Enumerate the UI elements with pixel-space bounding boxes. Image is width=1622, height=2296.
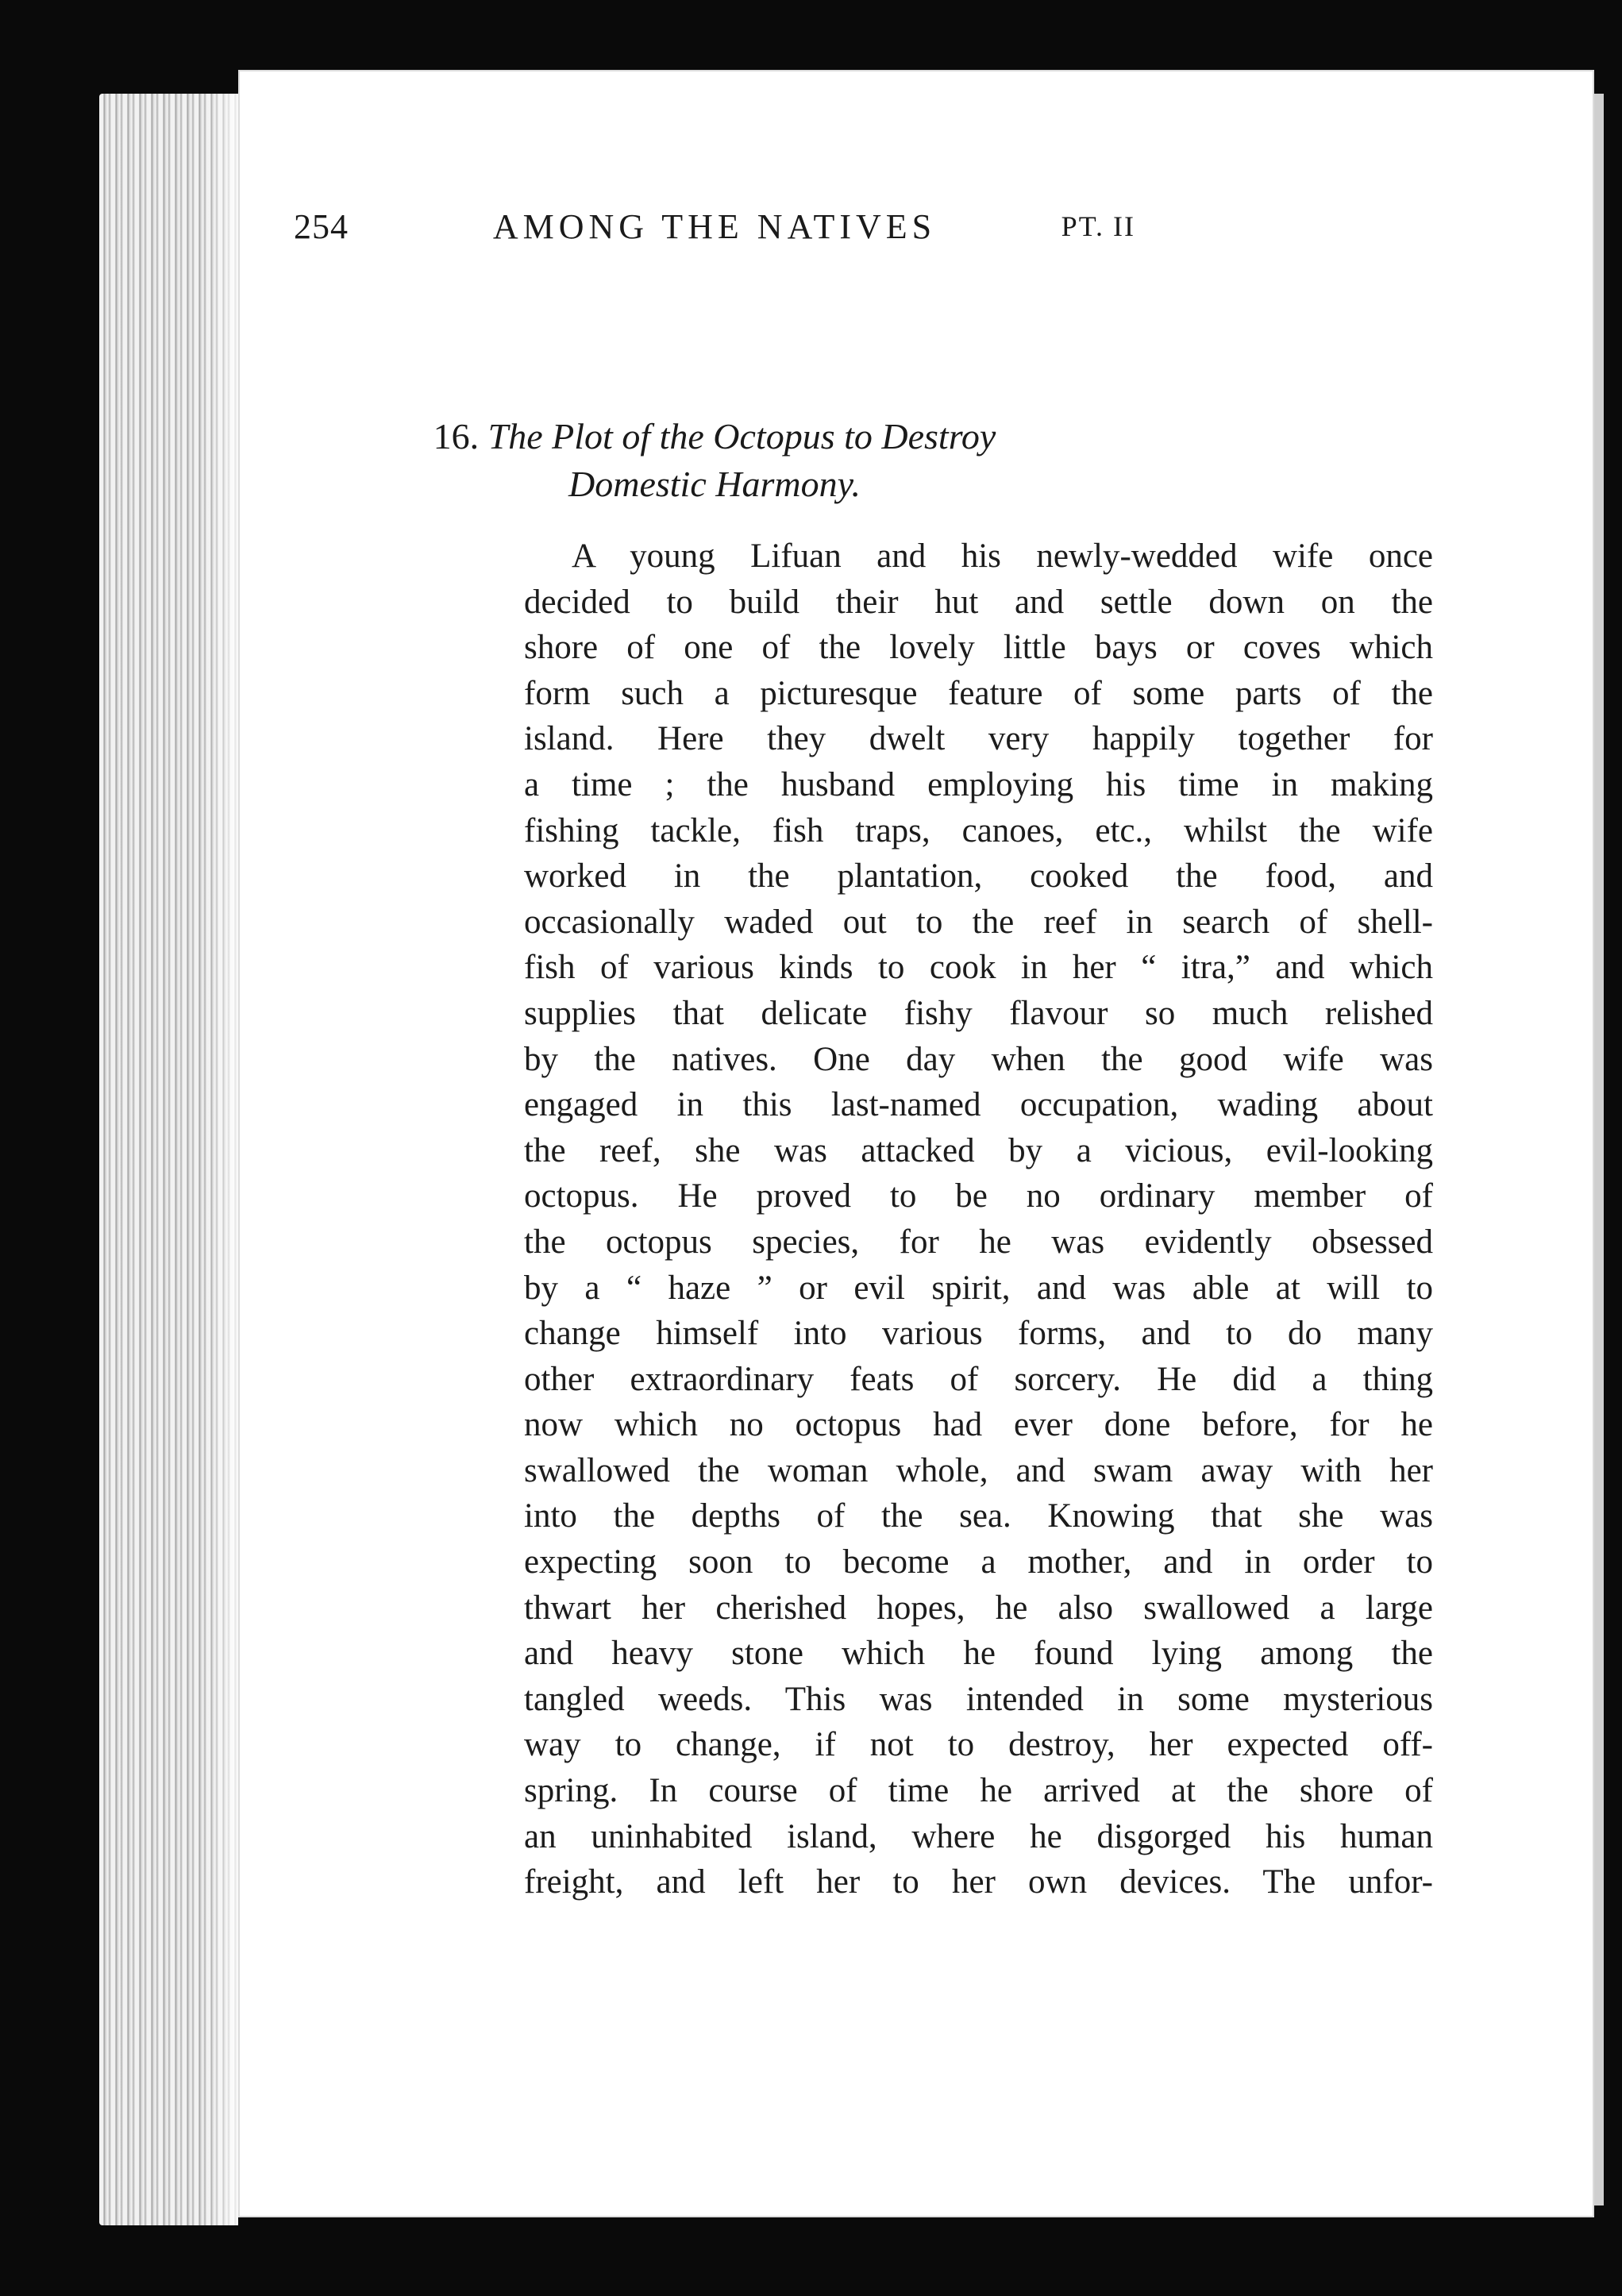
section-heading-line-1 [294, 413, 1135, 460]
text-line: freight, and left her to her own devices. The unfor- [524, 1863, 1433, 1901]
text-line: the octopus species, for he was evidently obsessed [524, 1223, 1433, 1261]
text-line: A young Lifuan and his newly-wedded wife once [572, 537, 1433, 575]
text-line: occasionally waded out to the reef in search of shell- [524, 903, 1433, 941]
text-line: form such a picturesque feature of some parts of the [524, 674, 1433, 712]
text-line: swallowed the woman whole, and swam away with her [524, 1451, 1433, 1489]
section-heading-line-2 [294, 460, 1135, 508]
text-line: octopus. He proved to be no ordinary member of [524, 1177, 1433, 1215]
text-line: engaged in this last-named occupation, wading about [524, 1086, 1433, 1124]
part-label: PT. II [1061, 210, 1135, 242]
page-number: 254 [294, 207, 349, 246]
text-line: spring. In course of time he arrived at the shore of [524, 1772, 1433, 1810]
book-page-edges [99, 94, 238, 2225]
text-line: fish of various kinds to cook in her “ itra,” and which [524, 949, 1433, 987]
text-line: tangled weeds. This was intended in some mysterious [524, 1680, 1433, 1718]
text-line: the reef, she was attacked by a vicious, evil-looking [524, 1131, 1433, 1169]
body-paragraph [524, 534, 1433, 1905]
page-gutter-edge [1594, 94, 1604, 2205]
text-line: supplies that delicate fishy flavour so much relished [524, 994, 1433, 1032]
text-line: into the depths of the sea. Knowing that she was [524, 1497, 1433, 1535]
text-line: shore of one of the lovely little bays or coves which [524, 629, 1433, 667]
text-line: fishing tackle, fish traps, canoes, etc., whilst the wife [524, 811, 1433, 849]
running-title: AMONG THE NATIVES [492, 207, 937, 246]
section-number: 16. [433, 416, 480, 457]
section-title-part-1: The Plot of the Octopus to Destroy [487, 416, 996, 457]
running-head [294, 206, 1135, 270]
text-line: worked in the plantation, cooked the food, and [524, 857, 1433, 896]
text-line: decided to build their hut and settle down on the [524, 583, 1433, 621]
text-line: way to change, if not to destroy, her expected off- [524, 1726, 1433, 1764]
section-title-part-2: Domestic Harmony. [568, 464, 861, 504]
text-line: island. Here they dwelt very happily together for [524, 720, 1433, 758]
text-line: change himself into various forms, and to do many [524, 1315, 1433, 1353]
text-line: other extraordinary feats of sorcery. He did a thing [524, 1360, 1433, 1398]
section-heading [294, 413, 1135, 508]
text-line: an uninhabited island, where he disgorged his human [524, 1817, 1433, 1855]
text-line: thwart her cherished hopes, he also swallowed a large [524, 1589, 1433, 1627]
text-line: a time ; the husband employing his time in making [524, 765, 1433, 803]
text-line: by the natives. One day when the good wife was [524, 1040, 1433, 1078]
text-line: and heavy stone which he found lying among the [524, 1635, 1433, 1673]
text-line: expecting soon to become a mother, and in order to [524, 1543, 1433, 1581]
text-line: now which no octopus had ever done before, for he [524, 1406, 1433, 1444]
text-line: by a “ haze ” or evil spirit, and was able at will to [524, 1269, 1433, 1307]
